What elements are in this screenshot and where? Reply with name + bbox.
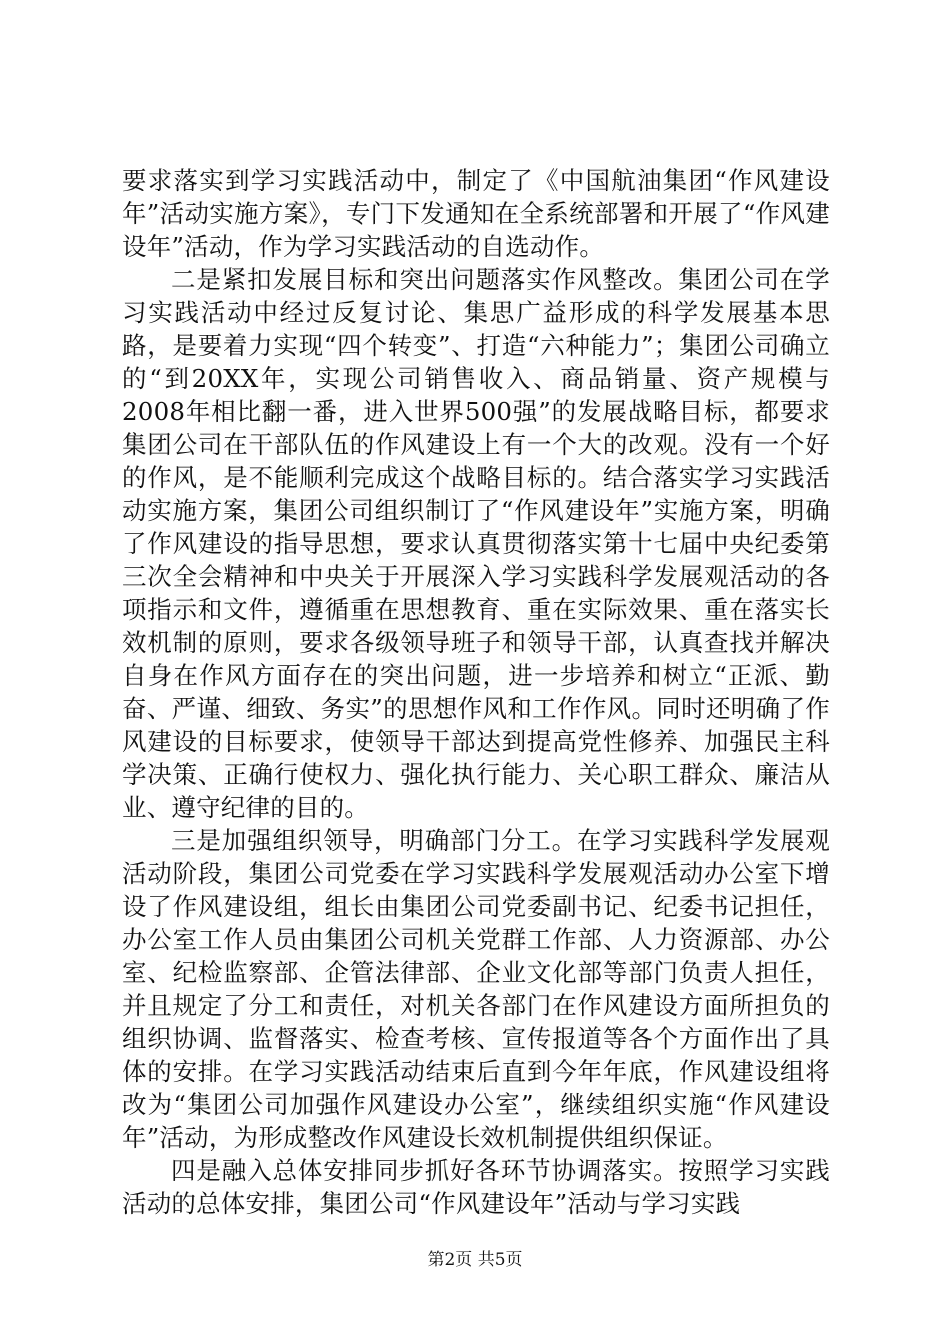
- paragraph-4: 四是融入总体安排同步抓好各环节协调落实。按照学习实践活动的总体安排，集团公司“作风建设年”活动与学习实践: [122, 1156, 830, 1218]
- paragraph-1: 要求落实到学习实践活动中，制定了《中国航油集团“作风建设年”活动实施方案》，专门下发通知在全系统部署和开展了“作风建设年”活动，作为学习实践活动的自选动作。: [122, 166, 830, 261]
- paragraph-3: 三是加强组织领导，明确部门分工。在学习实践科学发展观活动阶段，集团公司党委在学习实践科学发展观活动办公室下增设了作风建设组，组长由集团公司党委副书记、纪委书记担任，办公室工作人员由集团公司机关党群工作部、人力资源部、办公室、纪检监察部、企管法律部、企业文化部等部门负责人担任，并且规定了分工和责任，对机关各部门在作风建设方面所担负的组织协调、监督落实、检查考核、宣传报道等各个方面作出了具体的安排。在学习实践活动结束后直到今年年底，作风建设组将改为“集团公司加强作风建设办公室”，继续组织实施“作风建设年”活动，为形成整改作风建设长效机制提供组织保证。: [122, 826, 830, 1152]
- document-body: [122, 164, 830, 1220]
- paragraph-2: 二是紧扣发展目标和突出问题落实作风整改。集团公司在学习实践活动中经过反复讨论、集思广益形成的科学发展基本思路，是要着力实现“四个转变”、打造“六种能力”；集团公司确立的“到20XX年，实现公司销售收入、商品销量、资产规模与2008年相比翻一番，进入世界500强”的发展战略目标，都要求集团公司在干部队伍的作风建设上有一个大的改观。没有一个好的作风，是不能顺利完成这个战略目标的。结合落实学习实践活动实施方案，集团公司组织制订了“作风建设年”实施方案，明确了作风建设的指导思想，要求认真贯彻落实第十七届中央纪委第三次全会精神和中央关于开展深入学习实践科学发展观活动的各项指示和文件，遵循重在思想教育、重在实际效果、重在落实长效机制的原则，要求各级领导班子和领导干部，认真查找并解决自身在作风方面存在的突出问题，进一步培养和树立“正派、勤奋、严谨、细致、务实”的思想作风和工作作风。同时还明确了作风建设的目标要求，使领导干部达到提高党性修养、加强民主科学决策、正确行使权力、强化执行能力、关心职工群众、廉洁从业、遵守纪律的目的。: [122, 265, 830, 822]
- page-number-footer: 第2页 共5页: [427, 1250, 523, 1270]
